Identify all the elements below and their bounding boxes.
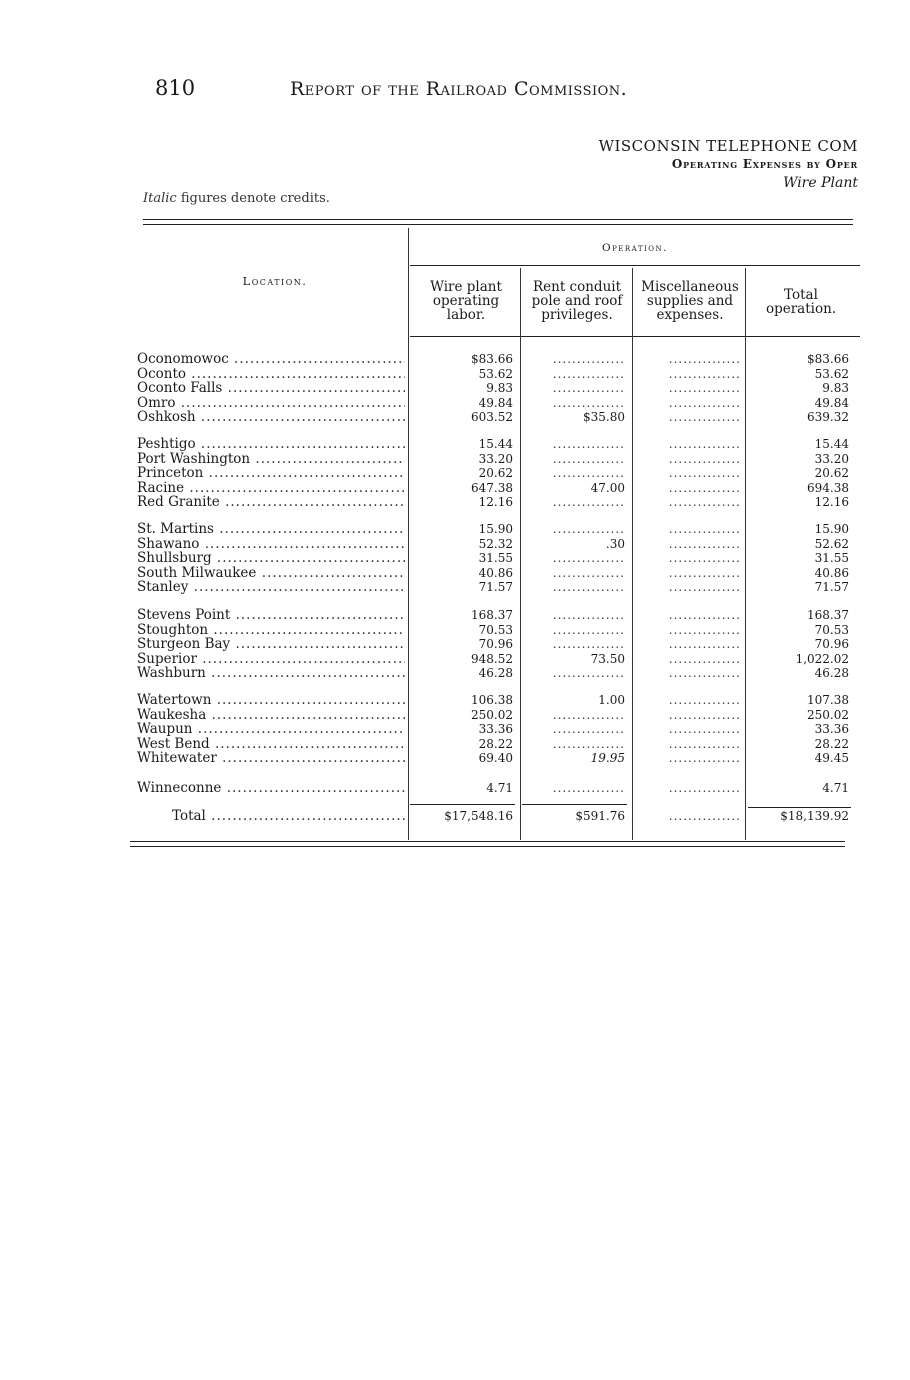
leader-dots: ............... — [668, 608, 741, 622]
running-head: Report of the Railroad Commission. — [290, 78, 628, 100]
table-row — [0, 708, 910, 722]
total-rule-1 — [410, 804, 515, 805]
misc-cell — [637, 751, 741, 765]
location-cell: Peshtigo ..... — [137, 437, 405, 451]
wire-labor-cell: 71.57 — [478, 580, 513, 594]
table-row — [0, 652, 910, 666]
location-cell: Washburn ..... — [137, 666, 405, 680]
wire-labor-cell: 33.36 — [478, 722, 513, 736]
wire-labor-cell: 53.62 — [478, 366, 513, 381]
credits-note-italic: Italic — [143, 191, 177, 206]
total-row — [0, 809, 910, 823]
misc-cell — [637, 781, 741, 795]
table-row — [0, 410, 910, 424]
location-cell: Oconto ..... — [137, 367, 405, 381]
col3-header: Miscellaneous supplies and expenses. — [641, 279, 739, 323]
location-cell: Waupun ..... — [137, 722, 405, 736]
wire-labor-cell: 31.55 — [478, 551, 513, 565]
total-cell: 49.84 — [814, 395, 849, 410]
table-row — [0, 722, 910, 736]
table-row — [0, 481, 910, 495]
table-row — [0, 466, 910, 480]
leader-dots: ............... — [552, 551, 625, 565]
col2-header: Rent conduit pole and roof privileges. — [531, 279, 623, 323]
rent-cell — [525, 396, 625, 410]
misc-cell — [637, 495, 741, 509]
rent-cell: $35.80 — [583, 410, 625, 424]
location-cell: Oconomowoc ..... — [137, 352, 405, 366]
location-cell: Watertown ..... — [137, 693, 405, 707]
leader-dots: ............... — [668, 551, 741, 565]
rent-cell — [525, 381, 625, 395]
total-cell: $18,139.92 — [780, 809, 849, 823]
misc-cell — [637, 537, 741, 551]
rent-cell — [525, 566, 625, 580]
total-cell: 12.16 — [814, 495, 849, 509]
leader-dots: ............... — [668, 666, 741, 680]
location-cell: Port Washington ..... — [137, 452, 405, 466]
leader-dots: ............... — [552, 666, 625, 680]
total-cell: 9.83 — [822, 381, 849, 395]
rent-cell — [525, 522, 625, 536]
table-row — [0, 623, 910, 637]
rent-cell — [525, 580, 625, 594]
table-row — [0, 608, 910, 622]
wire-labor-cell: 168.37 — [471, 608, 513, 622]
table-row — [0, 551, 910, 565]
leader-dots: ............... — [668, 366, 741, 381]
table-row — [0, 396, 910, 410]
leader-dots: ............... — [552, 366, 625, 381]
rent-cell — [525, 495, 625, 509]
rent-cell — [525, 637, 625, 651]
leader-dots: ............... — [552, 437, 625, 451]
leader-dots: ............... — [668, 781, 741, 795]
table-row — [0, 637, 910, 651]
location-cell: Oshkosh ..... — [137, 410, 405, 424]
rent-cell — [525, 666, 625, 680]
rent-cell — [525, 623, 625, 637]
wire-labor-cell: 12.16 — [478, 495, 513, 509]
leader-dots: ............... — [668, 522, 741, 536]
leader-dots: ............... — [668, 495, 741, 509]
leader-dots: ............... — [668, 751, 741, 765]
leader-dots: ............... — [552, 722, 625, 736]
location-cell: Whitewater ..... — [137, 751, 405, 765]
wire-labor-cell: $17,548.16 — [444, 809, 513, 823]
total-cell: 15.44 — [814, 437, 849, 451]
total-cell: 53.62 — [814, 366, 849, 381]
total-cell: 4.71 — [822, 781, 849, 795]
misc-cell — [637, 410, 741, 424]
total-cell: 639.32 — [807, 410, 849, 424]
leader-dots: ............... — [668, 622, 741, 637]
misc-cell — [637, 352, 741, 366]
leader-dots: ............... — [668, 437, 741, 451]
wire-labor-cell: 52.32 — [478, 536, 513, 551]
wire-labor-cell: 28.22 — [478, 736, 513, 751]
misc-cell — [637, 580, 741, 594]
rent-cell — [525, 367, 625, 381]
operation-header: Operation. — [601, 242, 668, 254]
table-row — [0, 367, 910, 381]
total-cell: 694.38 — [807, 480, 849, 495]
rent-cell: 1.00 — [598, 693, 625, 707]
top-rule-2 — [143, 224, 853, 225]
location-cell: Stoughton ..... — [137, 623, 405, 637]
misc-cell — [637, 522, 741, 536]
rent-cell — [525, 608, 625, 622]
wire-labor-cell: 40.86 — [478, 565, 513, 580]
leader-dots: ............... — [552, 637, 625, 651]
wire-labor-cell: 46.28 — [478, 666, 513, 680]
total-cell: 33.20 — [814, 451, 849, 466]
leader-dots: ............... — [552, 580, 625, 594]
leader-dots: ............... — [552, 352, 625, 366]
rent-cell — [525, 466, 625, 480]
location-cell: Red Granite ..... — [137, 495, 405, 509]
misc-cell — [637, 637, 741, 651]
rent-cell — [525, 551, 625, 565]
table-row — [0, 693, 910, 707]
table-row — [0, 751, 910, 765]
leader-dots: ............... — [668, 352, 741, 366]
table-row — [0, 437, 910, 451]
wire-labor-cell: 20.62 — [478, 466, 513, 480]
misc-cell — [637, 737, 741, 751]
location-cell: Shullsburg ..... — [137, 551, 405, 565]
leader-dots: ............... — [552, 736, 625, 751]
total-cell: 15.90 — [814, 522, 849, 536]
total-cell: 52.62 — [814, 536, 849, 551]
rent-cell: 47.00 — [590, 480, 625, 495]
location-cell: Racine ..... — [137, 481, 405, 495]
wire-labor-cell: 15.90 — [478, 522, 513, 536]
location-cell: St. Martins ..... — [137, 522, 405, 536]
location-header: Location. — [242, 274, 308, 288]
bottom-rule-1 — [130, 841, 845, 842]
leader-dots: ............... — [668, 565, 741, 580]
location-cell: Princeton ..... — [137, 466, 405, 480]
location-cell: Total ..... — [172, 809, 405, 823]
rent-cell — [525, 452, 625, 466]
wire-labor-cell: 250.02 — [471, 707, 513, 722]
total-cell: 33.36 — [814, 722, 849, 736]
rent-cell — [525, 722, 625, 736]
misc-cell — [637, 466, 741, 480]
credits-note — [143, 191, 330, 206]
leader-dots: ............... — [668, 707, 741, 722]
wire-labor-cell: 4.71 — [486, 781, 513, 795]
location-cell: Shawano ..... — [137, 537, 405, 551]
company-title: WISCONSIN TELEPHONE COM — [598, 137, 858, 155]
location-cell: South Milwaukee ..... — [137, 566, 405, 580]
table-row — [0, 352, 910, 366]
misc-cell — [637, 551, 741, 565]
rent-cell: $591.76 — [575, 809, 625, 823]
total-cell: 250.02 — [807, 707, 849, 722]
leader-dots: ............... — [552, 381, 625, 395]
leader-dots: ............... — [552, 451, 625, 466]
misc-cell — [637, 452, 741, 466]
wire-labor-cell: 33.20 — [478, 451, 513, 466]
misc-cell — [637, 666, 741, 680]
total-cell: 40.86 — [814, 565, 849, 580]
misc-cell — [637, 437, 741, 451]
leader-dots: ............... — [668, 451, 741, 466]
misc-cell — [637, 722, 741, 736]
leader-dots: ............... — [552, 565, 625, 580]
wire-labor-cell: 49.84 — [478, 395, 513, 410]
rent-cell: 19.95 — [590, 751, 625, 765]
location-cell: Stevens Point ..... — [137, 608, 405, 622]
leader-dots: ............... — [668, 381, 741, 395]
total-cell: $83.66 — [807, 352, 849, 366]
location-cell: Oconto Falls ..... — [137, 381, 405, 395]
total-cell: 31.55 — [814, 551, 849, 565]
location-cell: Stanley ..... — [137, 580, 405, 594]
rent-cell — [525, 352, 625, 366]
total-cell: 71.57 — [814, 580, 849, 594]
col4-header: Total operation. — [765, 287, 837, 317]
total-cell: 49.45 — [814, 751, 849, 765]
misc-cell — [637, 381, 741, 395]
leader-dots: ............... — [552, 522, 625, 536]
location-cell: Superior ..... — [137, 652, 405, 666]
table-row — [0, 666, 910, 680]
wire-labor-cell: 70.96 — [478, 637, 513, 651]
leader-dots: ............... — [552, 608, 625, 622]
table-row — [0, 737, 910, 751]
rent-cell — [525, 737, 625, 751]
leader-dots: ............... — [668, 395, 741, 410]
wire-labor-cell: 9.83 — [486, 381, 513, 395]
table-subtitle: Operating Expenses by Oper — [671, 157, 858, 171]
leader-dots: ............... — [668, 722, 741, 736]
wire-labor-cell: $83.66 — [471, 352, 513, 366]
table-subsubtitle: Wire Plant — [783, 175, 858, 191]
leader-dots: ............... — [668, 580, 741, 594]
misc-cell — [637, 367, 741, 381]
total-cell: 107.38 — [807, 693, 849, 707]
rent-cell — [525, 781, 625, 795]
total-cell: 28.22 — [814, 736, 849, 751]
col1-header: Wire plant operating labor. — [430, 279, 502, 323]
operation-underline — [410, 265, 860, 266]
total-rule-2 — [522, 804, 627, 805]
wire-labor-cell: 70.53 — [478, 622, 513, 637]
table-row — [0, 781, 910, 795]
table-row — [0, 381, 910, 395]
header-bottom-rule — [410, 336, 860, 337]
leader-dots: ............... — [552, 395, 625, 410]
location-cell: Winneconne ..... — [137, 781, 405, 795]
wire-labor-cell: 69.40 — [478, 751, 513, 765]
misc-cell — [637, 566, 741, 580]
page-number: 810 — [155, 76, 196, 100]
total-cell: 168.37 — [807, 608, 849, 622]
misc-cell — [637, 693, 741, 707]
leader-dots: ............... — [552, 466, 625, 480]
leader-dots: ............... — [668, 480, 741, 495]
rent-cell: .30 — [605, 536, 625, 551]
table-row — [0, 566, 910, 580]
location-cell: West Bend ..... — [137, 737, 405, 751]
misc-cell — [637, 481, 741, 495]
total-cell: 70.53 — [814, 622, 849, 637]
leader-dots: ............... — [668, 466, 741, 480]
misc-cell — [637, 396, 741, 410]
leader-dots: ............... — [552, 495, 625, 509]
wire-labor-cell: 647.38 — [471, 480, 513, 495]
total-cell: 46.28 — [814, 666, 849, 680]
leader-dots: ............... — [552, 707, 625, 722]
rent-cell: 73.50 — [590, 651, 625, 666]
leader-dots: ............... — [668, 693, 741, 707]
rent-cell — [525, 708, 625, 722]
leader-dots: ............... — [552, 622, 625, 637]
table-row — [0, 537, 910, 551]
misc-cell — [637, 623, 741, 637]
misc-cell — [637, 652, 741, 666]
leader-dots: ............... — [668, 536, 741, 551]
top-rule-1 — [143, 219, 853, 220]
wire-labor-cell: 948.52 — [471, 651, 513, 666]
table-row — [0, 495, 910, 509]
wire-labor-cell: 603.52 — [471, 410, 513, 424]
total-cell: 70.96 — [814, 637, 849, 651]
misc-cell — [637, 809, 741, 823]
leader-dots: ............... — [668, 637, 741, 651]
table-row — [0, 452, 910, 466]
misc-cell — [637, 708, 741, 722]
leader-dots: ............... — [668, 651, 741, 666]
total-rule-4 — [748, 807, 851, 808]
total-cell: 20.62 — [814, 466, 849, 480]
wire-labor-cell: 15.44 — [478, 437, 513, 451]
table-row — [0, 522, 910, 536]
location-cell: Waukesha ..... — [137, 708, 405, 722]
rent-cell — [525, 437, 625, 451]
table-row — [0, 580, 910, 594]
bottom-rule-2 — [130, 846, 845, 847]
total-cell: 1,022.02 — [795, 651, 849, 666]
credits-note-text: figures denote credits. — [176, 191, 330, 206]
misc-cell — [637, 608, 741, 622]
location-cell: Sturgeon Bay ..... — [137, 637, 405, 651]
leader-dots: ............... — [552, 781, 625, 795]
leader-dots: ............... — [668, 410, 741, 424]
location-cell: Omro ..... — [137, 396, 405, 410]
leader-dots: ............... — [668, 809, 741, 823]
leader-dots: ............... — [668, 736, 741, 751]
wire-labor-cell: 106.38 — [471, 693, 513, 707]
